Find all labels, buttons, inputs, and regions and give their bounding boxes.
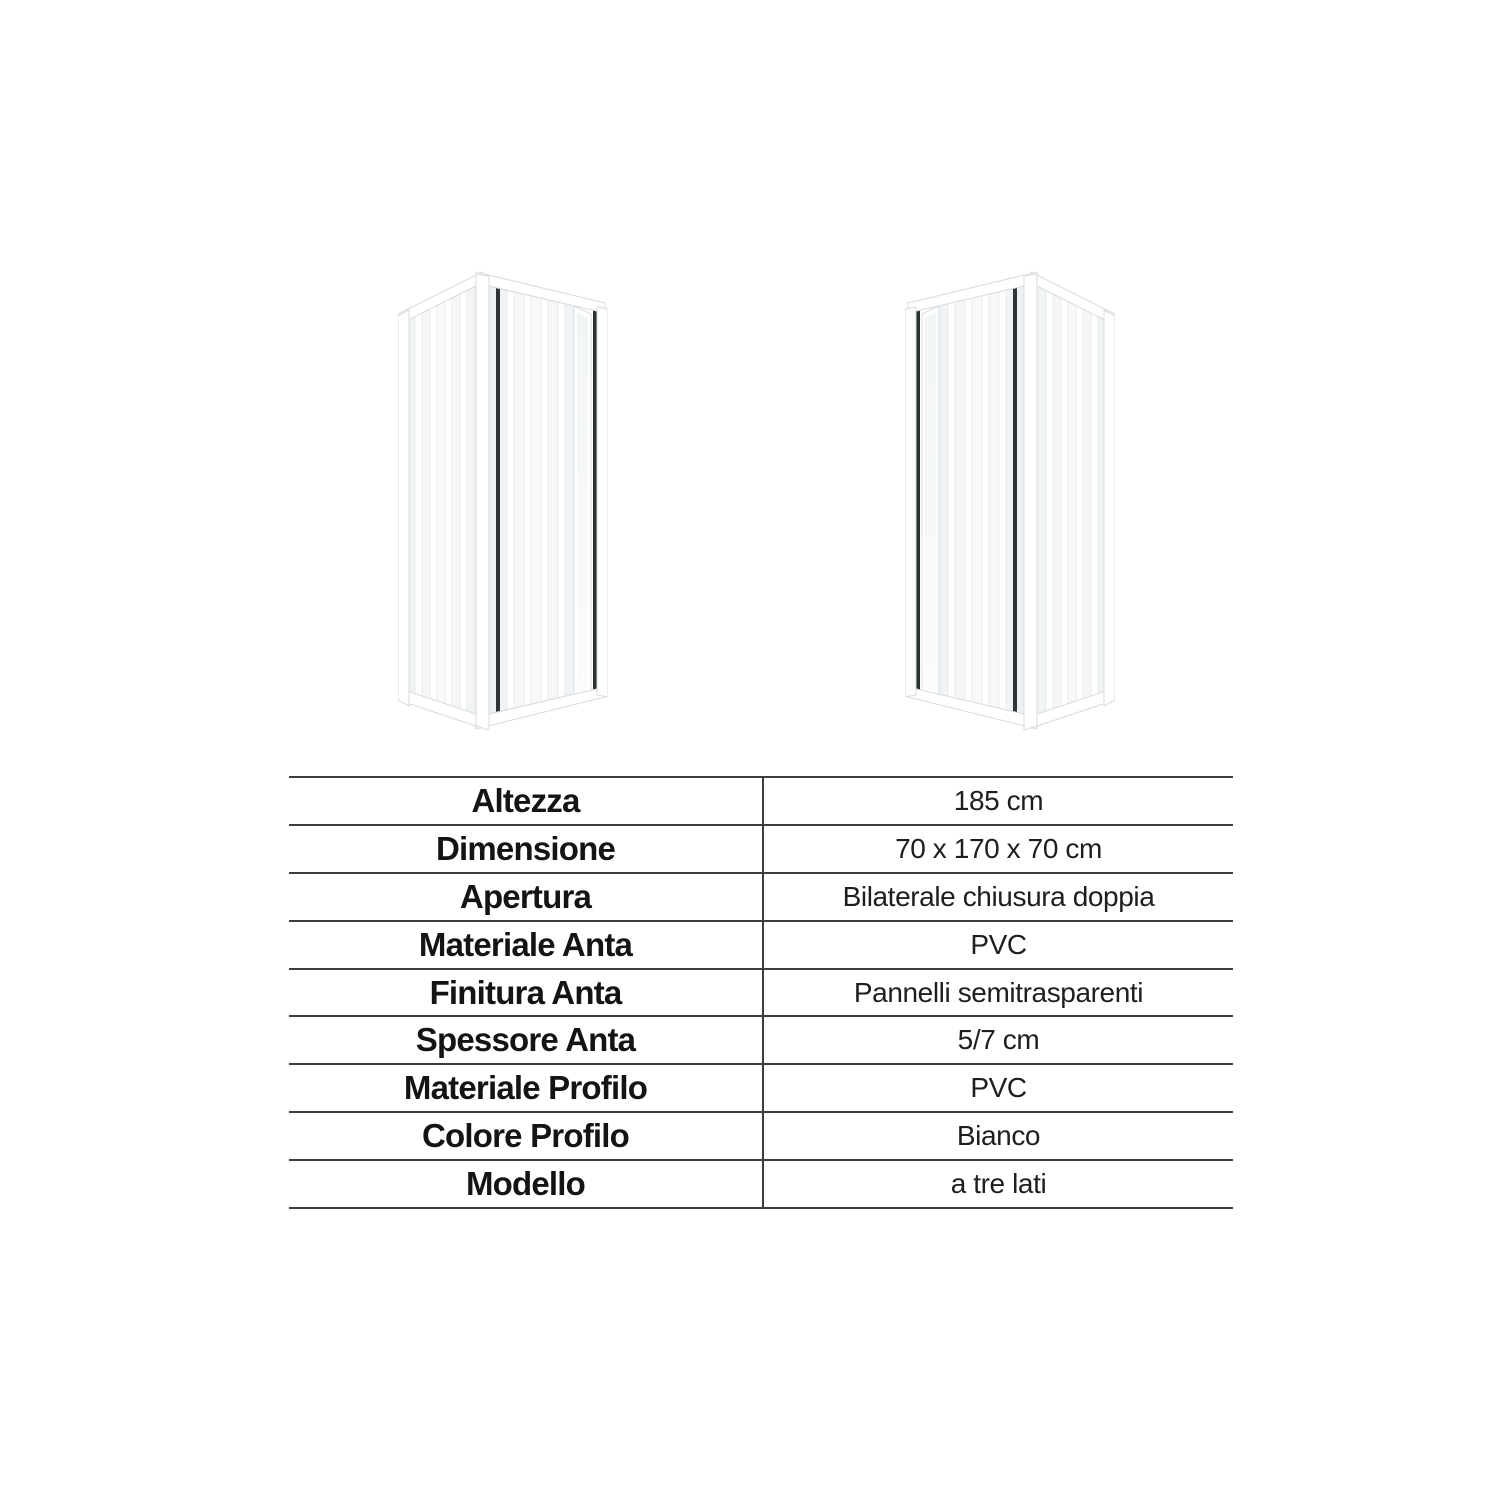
- spec-value: 5/7 cm: [763, 1016, 1233, 1064]
- spec-label: Finitura Anta: [289, 969, 763, 1017]
- spec-value: 185 cm: [763, 777, 1233, 825]
- spec-value: PVC: [763, 921, 1233, 969]
- spec-label: Apertura: [289, 873, 763, 921]
- spec-table: [289, 776, 1233, 1209]
- spec-row: [289, 777, 1233, 825]
- spec-row: [289, 1160, 1233, 1208]
- spec-value: Bianco: [763, 1112, 1233, 1160]
- spec-label: Colore Profilo: [289, 1112, 763, 1160]
- spec-value: Bilaterale chiusura doppia: [763, 873, 1233, 921]
- spec-table-body: [289, 777, 1233, 1208]
- spec-row: [289, 825, 1233, 873]
- spec-label: Materiale Anta: [289, 921, 763, 969]
- shower-enclosure-icon: [398, 268, 608, 743]
- spec-row: [289, 969, 1233, 1017]
- spec-label: Spessore Anta: [289, 1016, 763, 1064]
- spec-value: a tre lati: [763, 1160, 1233, 1208]
- spec-label: Dimensione: [289, 825, 763, 873]
- spec-value: Pannelli semitrasparenti: [763, 969, 1233, 1017]
- spec-label: Modello: [289, 1160, 763, 1208]
- spec-row: [289, 1064, 1233, 1112]
- spec-value: PVC: [763, 1064, 1233, 1112]
- spec-value: 70 x 170 x 70 cm: [763, 825, 1233, 873]
- spec-row: [289, 921, 1233, 969]
- shower-enclosure-mirrored-icon: [905, 268, 1115, 743]
- spec-label: Altezza: [289, 777, 763, 825]
- spec-row: [289, 1112, 1233, 1160]
- spec-row: [289, 873, 1233, 921]
- shower-enclosure-illustration-left: [398, 268, 608, 743]
- spec-row: [289, 1016, 1233, 1064]
- spec-label: Materiale Profilo: [289, 1064, 763, 1112]
- shower-enclosure-illustration-right: [905, 268, 1115, 743]
